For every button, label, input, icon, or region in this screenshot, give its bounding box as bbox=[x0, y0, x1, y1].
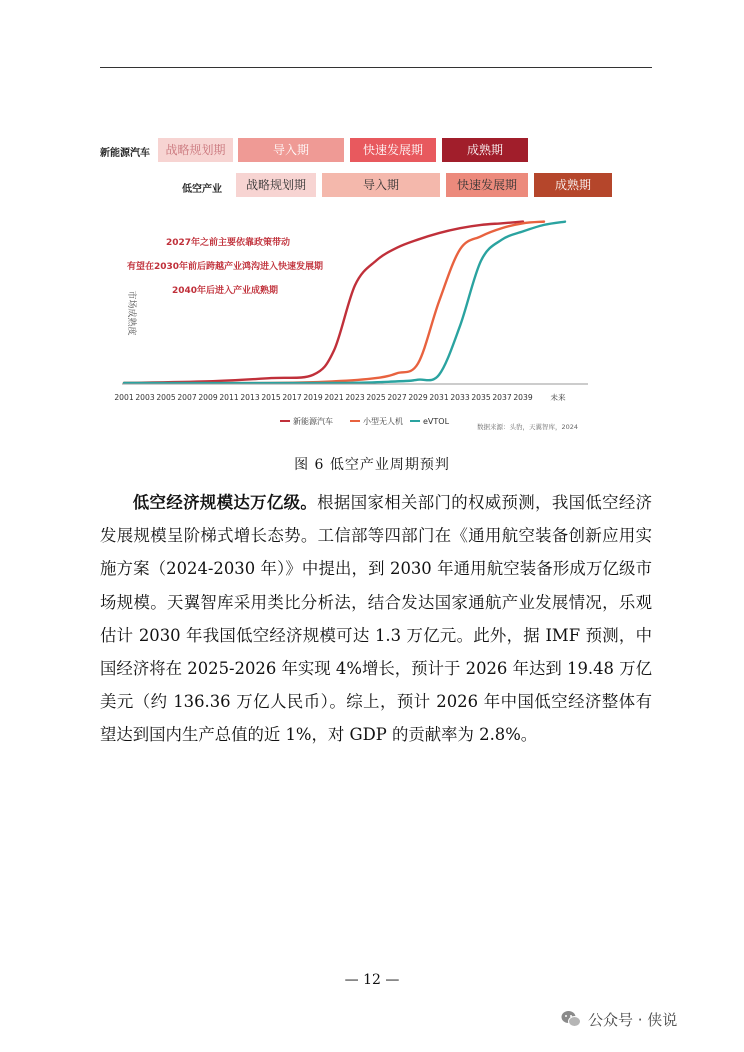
watermark-text: 公众号 · 侠说 bbox=[588, 1010, 678, 1029]
x-tick-label: 2039 bbox=[513, 393, 533, 402]
x-tick-label: 2019 bbox=[303, 393, 323, 402]
watermark bbox=[560, 1008, 677, 1030]
header-rule bbox=[100, 67, 652, 68]
lifecycle-chart bbox=[100, 208, 600, 440]
x-tick-label: 2029 bbox=[408, 393, 428, 402]
row-label-lowalt: 低空产业 bbox=[182, 184, 222, 195]
annotation-2: 有望在2030年前后跨越产业鸿沟进入快速发展期 bbox=[126, 262, 324, 272]
phase-nev-growth: 快速发展期 bbox=[350, 138, 436, 162]
x-tick-label: 2027 bbox=[387, 393, 407, 402]
x-tick-label: 2015 bbox=[261, 393, 281, 402]
x-tick-label: 2037 bbox=[492, 393, 512, 402]
x-tick-label: 2013 bbox=[240, 393, 260, 402]
legend-label-1: 小型无人机 bbox=[363, 417, 403, 426]
y-axis-label: 市场成熟度 bbox=[126, 290, 136, 336]
x-tick-label: 2003 bbox=[135, 393, 155, 402]
x-tick-label: 2001 bbox=[114, 393, 134, 402]
wechat-icon bbox=[560, 1008, 582, 1030]
x-tick-label: 2021 bbox=[324, 393, 344, 402]
phase-lowalt-growth: 快速发展期 bbox=[446, 173, 528, 197]
annotation-1: 2027年之前主要依靠政策带动 bbox=[165, 238, 291, 248]
x-tick-label: 2005 bbox=[156, 393, 176, 402]
phase-nev-intro: 导入期 bbox=[238, 138, 344, 162]
row-label-nev: 新能源汽车 bbox=[100, 148, 150, 159]
legend-label-0: 新能源汽车 bbox=[293, 417, 333, 426]
figure-caption: 图 6 低空产业周期预判 bbox=[294, 457, 450, 473]
annotation-3: 2040年后进入产业成熟期 bbox=[171, 286, 279, 296]
x-tick-label: 2017 bbox=[282, 393, 302, 402]
paragraph-text: 根据国家相关部门的权威预测，我国低空经济发展规模呈阶梯式增长态势。工信部等四部门在《通用航空装备创新应用实施方案（2024-2030 年）》中提出，到 2030 年通用航空装备形成万亿级市场规模。天翼智库采用类比分析法，结合发达国家通航产业发展情况，乐观估计 2030 年我国低空经济规模可达 1.3 万亿元。此外，据 IMF 预测，中国经济将在 2025-2026 年实现 4%增长，预计于 2026 年达到 19.48 万亿美元（约 136.36 万亿人民币）。综上，预计 2026 年中国低空经济整体有望达到国内生产总值的近 1%，对 GDP 的贡献率为 2.8%。 bbox=[100, 493, 653, 745]
x-tick-label: 2007 bbox=[177, 393, 197, 402]
x-tick-label: 2009 bbox=[198, 393, 218, 402]
x-tick-label: 2031 bbox=[429, 393, 449, 402]
phase-lowalt-intro: 导入期 bbox=[322, 173, 440, 197]
x-tick-label: 2033 bbox=[450, 393, 470, 402]
phase-lowalt-strategy: 战略规划期 bbox=[236, 173, 316, 197]
figure-lifecycle bbox=[100, 130, 600, 440]
x-tick-label: 2011 bbox=[219, 393, 239, 402]
phase-nev-mature: 成熟期 bbox=[442, 138, 528, 162]
x-tick-label: 2035 bbox=[471, 393, 491, 402]
paragraph-lead: 低空经济规模达万亿级。 bbox=[132, 493, 318, 512]
phase-nev-strategy: 战略规划期 bbox=[158, 138, 233, 162]
x-tick-label: 2023 bbox=[345, 393, 365, 402]
x-tick-label: 2025 bbox=[366, 393, 386, 402]
x-tick-label: 未来 bbox=[550, 393, 566, 402]
body-paragraph bbox=[100, 486, 652, 752]
page-number: — 12 — bbox=[344, 972, 400, 988]
legend-label-2: eVTOL bbox=[423, 417, 450, 426]
source-note: 数据来源：头豹，天翼智库，2024 bbox=[476, 423, 578, 431]
phase-lowalt-mature: 成熟期 bbox=[534, 173, 612, 197]
